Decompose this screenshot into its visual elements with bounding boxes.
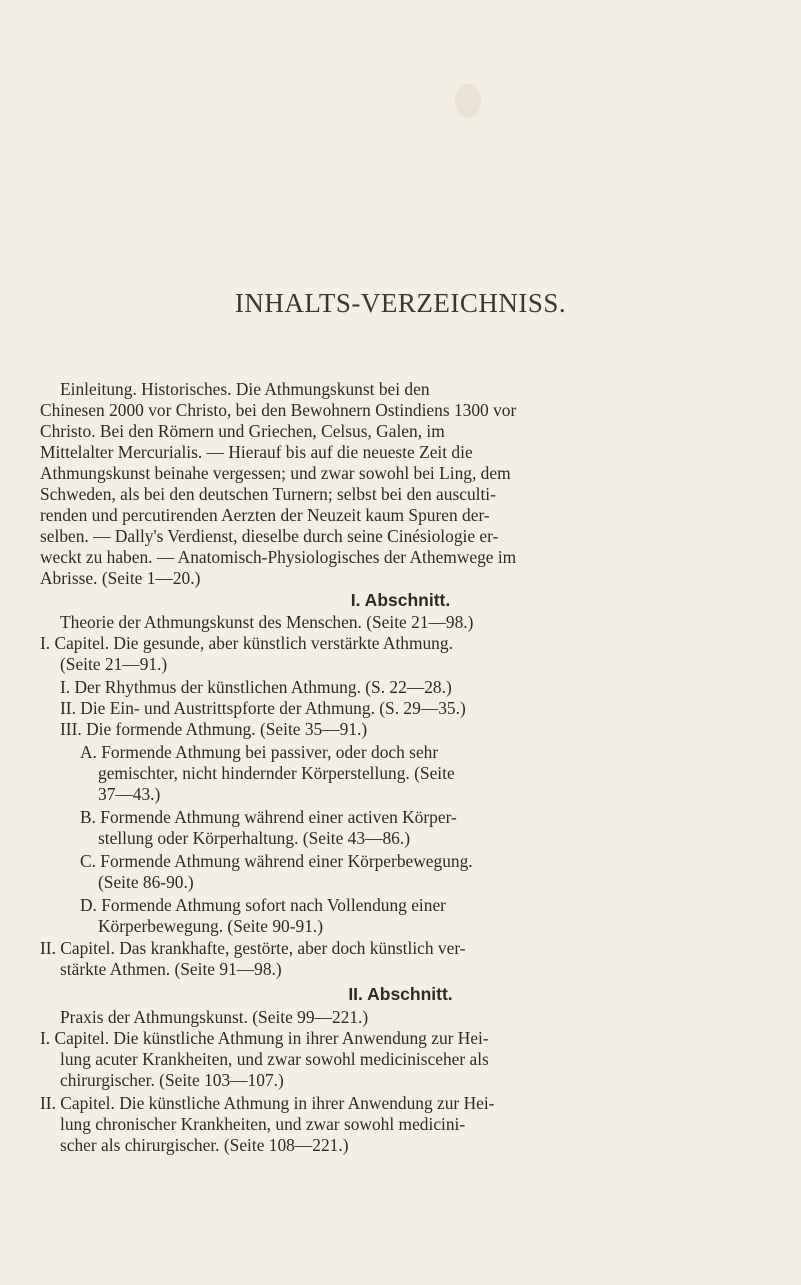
toc-line: lung acuter Krankheiten, und zwar sowohl medicinisceher als (60, 1049, 489, 1069)
toc-line: C. Formende Athmung während einer Körperbewegung. (80, 851, 473, 871)
toc-line: II. Die Ein- und Austrittspforte der Athmung. (S. 29—35.) (60, 698, 466, 718)
intro-line: weckt zu haben. — Anatomisch-Physiologisches der Athemwege im (40, 547, 517, 567)
section-heading: I. Abschnitt. (350, 590, 451, 610)
toc-line: gemischter, nicht hindernder Körperstellung. (Seite (98, 763, 455, 783)
toc-line: stärkte Athmen. (Seite 91—98.) (60, 959, 282, 979)
toc-line: B. Formende Athmung während einer activen Körper- (80, 807, 457, 827)
toc-line: 37—43.) (98, 784, 161, 804)
intro-line: Chinesen 2000 vor Christo, bei den Bewohnern Ostindiens 1300 vor (40, 400, 517, 420)
toc-line: I. Capitel. Die künstliche Athmung in ihrer Anwendung zur Hei- (40, 1028, 489, 1048)
toc-line: Praxis der Athmungskunst. (Seite 99—221.) (60, 1007, 369, 1027)
toc-line: (Seite 21—91.) (60, 654, 168, 674)
intro-line: renden und percutirenden Aerzten der Neuzeit kaum Spuren der- (40, 505, 490, 525)
toc-line: II. Capitel. Das krankhafte, gestörte, aber doch künstlich ver- (40, 938, 466, 958)
section-heading: II. Abschnitt. (348, 984, 453, 1004)
toc-line: lung chronischer Krankheiten, und zwar sowohl medicini- (60, 1114, 466, 1134)
toc-line: A. Formende Athmung bei passiver, oder doch sehr (80, 742, 439, 762)
toc-line: (Seite 86-90.) (98, 872, 194, 892)
page-title: INHALTS-VERZEICHNISS. (234, 288, 567, 318)
intro-line: Athmungskunst beinahe vergessen; und zwar sowohl bei Ling, dem (40, 463, 511, 483)
toc-line: II. Capitel. Die künstliche Athmung in ihrer Anwendung zur Hei- (40, 1093, 495, 1113)
toc-line: stellung oder Körperhaltung. (Seite 43—86.) (98, 828, 410, 848)
toc-line: I. Der Rhythmus der künstlichen Athmung. (S. 22—28.) (60, 677, 452, 697)
toc-line: Theorie der Athmungskunst des Menschen. (Seite 21—98.) (60, 612, 474, 632)
toc-line: D. Formende Athmung sofort nach Vollendung einer (80, 895, 446, 915)
toc-line: I. Capitel. Die gesunde, aber künstlich verstärkte Athmung. (40, 633, 453, 653)
intro-line: Schweden, als bei den deutschen Turnern; selbst bei den ausculti- (40, 484, 496, 504)
toc-line: chirurgischer. (Seite 103—107.) (60, 1070, 284, 1090)
toc-line: Körperbewegung. (Seite 90-91.) (98, 916, 324, 936)
toc-line: scher als chirurgischer. (Seite 108—221.) (60, 1135, 349, 1155)
intro-line: Mittelalter Mercurialis. — Hierauf bis auf die neueste Zeit die (40, 442, 473, 462)
intro-line: Abrisse. (Seite 1—20.) (40, 568, 201, 588)
toc-line: III. Die formende Athmung. (Seite 35—91.) (60, 719, 368, 739)
intro-line: selben. — Dally's Verdienst, dieselbe durch seine Cinésiologie er- (40, 526, 499, 546)
intro-line: Einleitung. Historisches. Die Athmungskunst bei den (60, 379, 430, 399)
paper-stain (455, 84, 481, 118)
intro-line: Christo. Bei den Römern und Griechen, Celsus, Galen, im (40, 421, 445, 441)
